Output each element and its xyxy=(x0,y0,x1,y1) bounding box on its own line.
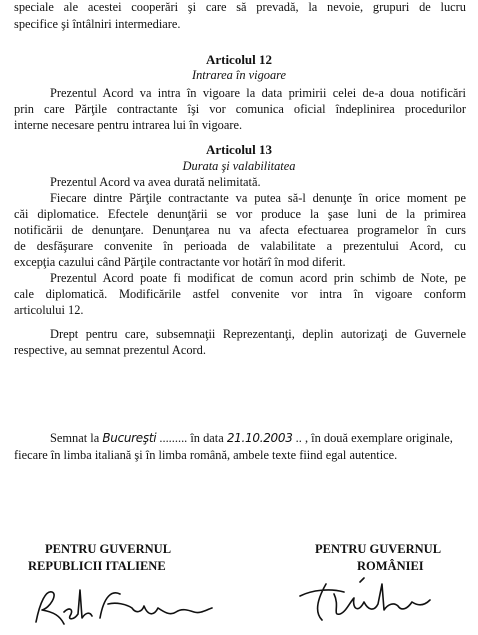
article-13-line: excepţia cazului când Părţile contractante vor hotărî în mod diferit. xyxy=(14,255,346,269)
article-12-line: interne necesare pentru intrarea lui în vigoare. xyxy=(14,118,243,132)
article-13-line: cale diplomatică. Modificările astfel convenite vor intra în vigoare conform xyxy=(14,287,466,301)
article-13-line: Fiecare dintre Părţile contractante va putea să-l denunţe în orice moment pe xyxy=(50,191,466,205)
signatory-left-line-2: REPUBLICII ITALIENE xyxy=(28,559,166,573)
signature-right-image xyxy=(290,572,440,627)
signed-place: Bucureşti xyxy=(102,431,157,445)
intro-line-1: speciale ale acestei cooperări şi care să prevadă, la nevoie, grupuri de lucru xyxy=(14,0,466,14)
signature-left-image xyxy=(30,582,215,632)
article-13-line: Prezentul Acord poate fi modificat de comun acord prin schimb de Note, pe xyxy=(50,271,466,285)
signatory-left-line-1: PENTRU GUVERNUL xyxy=(45,542,172,556)
intro-line-2: specifice şi întâlniri intermediare. xyxy=(14,17,181,31)
signed-prefix: Semnat la xyxy=(50,431,100,445)
closing-line-2: respective, au semnat prezentul Acord. xyxy=(14,343,206,357)
signed-line-2: fiecare în limba italiană şi în limba română, ambele texte fiind egal autentice. xyxy=(14,448,398,462)
closing-line-1: Drept pentru care, subsemnaţii Reprezentanţi, deplin autorizaţi de Guvernele xyxy=(50,327,466,341)
signatory-right-line-1: PENTRU GUVERNUL xyxy=(315,542,442,556)
article-13-line: notificării de denunţare. Denunţarea nu va afecta efectuarea programelor în curs xyxy=(14,223,466,237)
article-12-title: Articolul 12 xyxy=(205,52,273,67)
signed-suffix: , în două exemplare originale, xyxy=(304,431,453,445)
signatory-right-line-2: ROMÂNIEI xyxy=(357,559,424,573)
article-12-line: prin care Părţile contractante îşi vor comunica oficial îndeplinirea procedurilor xyxy=(14,102,466,116)
article-13-title: Articolul 13 xyxy=(205,142,273,157)
article-13-line: de desfăşurare convenite în perioada de valabilitate a prezentului Acord, cu xyxy=(14,239,466,253)
signed-line: Semnat la Bucureşti ......... în data 21.10.2003 .. , în două exemplare originale, xyxy=(50,431,453,445)
article-13-subtitle: Durata şi valabilitatea xyxy=(182,159,296,173)
article-12-line: Prezentul Acord va intra în vigoare la data primirii celei de-a doua notificări xyxy=(50,86,466,100)
article-13-line: căi diplomatice. Efectele denunţării se vor produce la şase luni de la primirea xyxy=(14,207,466,221)
article-12-subtitle: Intrarea în vigoare xyxy=(191,68,287,82)
article-13-line: articolului 12. xyxy=(14,303,84,317)
signed-date: 21.10.2003 xyxy=(226,431,293,445)
signed-mid: în data xyxy=(190,431,224,445)
article-13-line: Prezentul Acord va avea durată nelimitată. xyxy=(50,175,261,189)
